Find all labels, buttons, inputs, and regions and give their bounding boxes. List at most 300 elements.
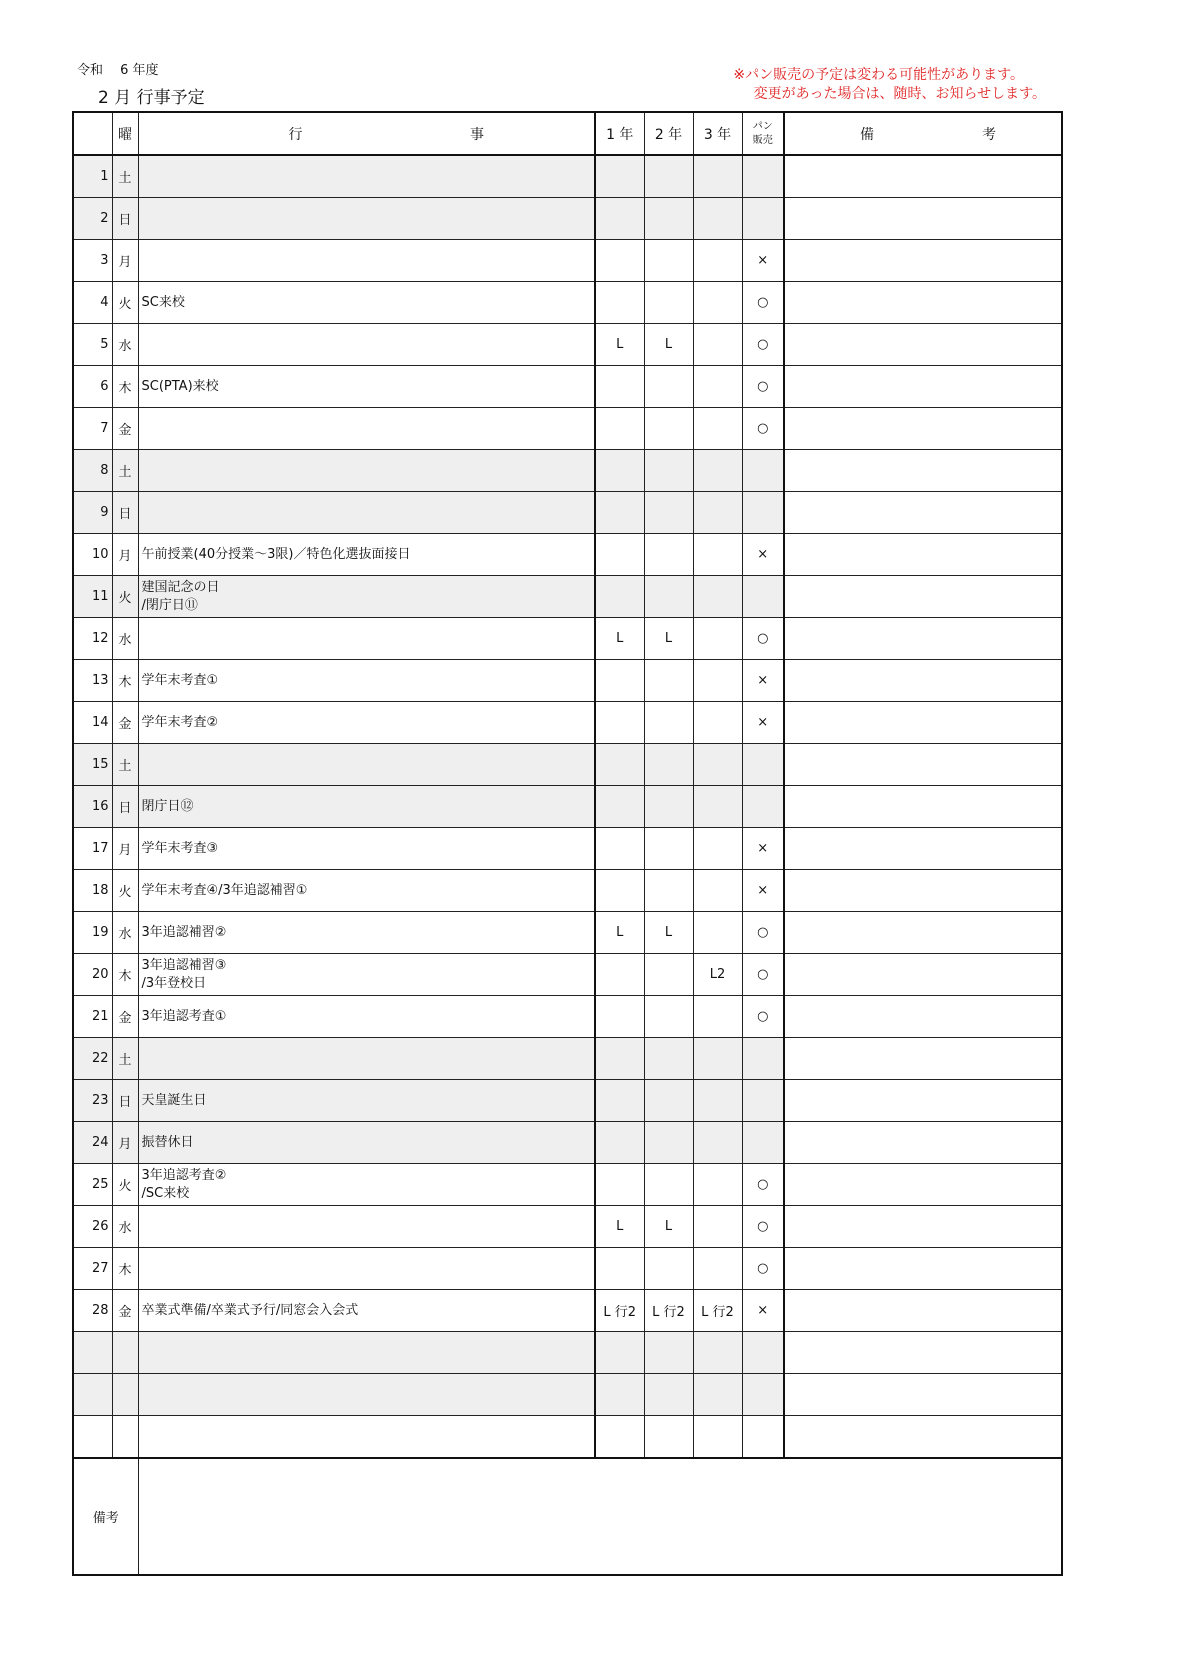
table-row — [73, 408, 1062, 450]
event-line-2: /SC来校 — [141, 1185, 190, 1201]
remarks-row — [73, 1458, 1062, 1575]
table-row — [73, 1248, 1062, 1290]
notes-cell — [784, 912, 1062, 954]
grade-3-cell — [693, 1038, 742, 1080]
day-cell: 26 — [73, 1206, 112, 1248]
table-row — [73, 198, 1062, 240]
grade-3-cell — [693, 324, 742, 366]
table-row — [73, 660, 1062, 702]
event-cell — [138, 1332, 595, 1374]
header-grade-3: 3 年 — [693, 112, 742, 155]
schedule-body — [73, 155, 1062, 1458]
weekday-cell: 日 — [112, 492, 138, 534]
table-row — [73, 912, 1062, 954]
grade-1-cell — [595, 450, 644, 492]
grade-3-cell — [693, 408, 742, 450]
grade-1-cell — [595, 240, 644, 282]
grade-2-cell — [644, 744, 693, 786]
table-row — [73, 324, 1062, 366]
day-cell: 5 — [73, 324, 112, 366]
grade-3-cell — [693, 1416, 742, 1459]
table-row — [73, 1122, 1062, 1164]
grade-2-cell — [644, 1122, 693, 1164]
header-bread-a: パン — [752, 120, 773, 132]
event-cell — [138, 1206, 595, 1248]
grade-2-cell: L — [644, 618, 693, 660]
table-row — [73, 1038, 1062, 1080]
event-cell — [138, 1416, 595, 1459]
grade-3-cell — [693, 282, 742, 324]
table-row — [73, 996, 1062, 1038]
grade-2-cell: L 行2 — [644, 1290, 693, 1332]
grade-1-cell — [595, 1080, 644, 1122]
event-cell — [138, 198, 595, 240]
grade-1-cell — [595, 660, 644, 702]
grade-3-cell — [693, 576, 742, 618]
weekday-cell: 日 — [112, 198, 138, 240]
day-cell: 11 — [73, 576, 112, 618]
grade-1-cell — [595, 366, 644, 408]
grade-1-cell — [595, 576, 644, 618]
bread-sale-cell: ○ — [742, 366, 784, 408]
event-cell — [138, 534, 595, 576]
grade-3-cell — [693, 1080, 742, 1122]
grade-2-cell: L — [644, 912, 693, 954]
notes-cell — [784, 324, 1062, 366]
table-row — [73, 786, 1062, 828]
bread-sale-cell: × — [742, 660, 784, 702]
event-line-1: 建国記念の日 — [141, 579, 220, 595]
grade-2-cell — [644, 786, 693, 828]
grade-1-cell — [595, 1038, 644, 1080]
grade-2-cell — [644, 1080, 693, 1122]
grade-2-cell — [644, 1164, 693, 1206]
day-cell — [73, 1332, 112, 1374]
bread-sale-cell — [742, 1122, 784, 1164]
grade-2-cell: L — [644, 1206, 693, 1248]
table-row — [73, 1416, 1062, 1459]
grade-3-cell — [693, 618, 742, 660]
grade-1-cell — [595, 786, 644, 828]
weekday-cell — [112, 1374, 138, 1416]
weekday-cell: 土 — [112, 744, 138, 786]
grade-3-cell — [693, 744, 742, 786]
fiscal-year-label: 令和 6 年度 — [77, 63, 159, 78]
table-row — [73, 366, 1062, 408]
event-cell — [138, 1080, 595, 1122]
table-row — [73, 618, 1062, 660]
day-cell: 1 — [73, 155, 112, 198]
day-cell: 25 — [73, 1164, 112, 1206]
grade-2-cell — [644, 492, 693, 534]
notes-cell — [784, 954, 1062, 996]
grade-1-cell: L — [595, 324, 644, 366]
grade-2-cell — [644, 660, 693, 702]
grade-1-cell — [595, 492, 644, 534]
event-line-1: 天皇誕生日 — [141, 1092, 207, 1108]
event-line-1: 学年末考査② — [141, 714, 219, 730]
day-cell: 10 — [73, 534, 112, 576]
grade-2-cell — [644, 1332, 693, 1374]
notes-cell — [784, 1248, 1062, 1290]
day-cell — [73, 1374, 112, 1416]
notes-cell — [784, 828, 1062, 870]
notes-cell — [784, 366, 1062, 408]
day-cell: 27 — [73, 1248, 112, 1290]
weekday-cell — [112, 1332, 138, 1374]
grade-3-cell — [693, 240, 742, 282]
event-line-1: 3年追認考査① — [141, 1008, 227, 1024]
event-line-1: SC(PTA)来校 — [141, 378, 219, 394]
grade-1-cell — [595, 996, 644, 1038]
bread-sale-cell: × — [742, 828, 784, 870]
bread-sale-cell: × — [742, 534, 784, 576]
table-row — [73, 954, 1062, 996]
event-cell — [138, 492, 595, 534]
notes-cell — [784, 1122, 1062, 1164]
event-cell — [138, 786, 595, 828]
bread-sale-cell — [742, 198, 784, 240]
bread-sale-cell — [742, 450, 784, 492]
event-line-1: SC来校 — [141, 294, 185, 310]
grade-3-cell — [693, 1164, 742, 1206]
grade-1-cell — [595, 744, 644, 786]
table-row — [73, 828, 1062, 870]
grade-2-cell — [644, 282, 693, 324]
grade-1-cell — [595, 1164, 644, 1206]
bread-sale-cell — [742, 492, 784, 534]
notes-cell — [784, 576, 1062, 618]
weekday-cell: 日 — [112, 1080, 138, 1122]
event-cell — [138, 366, 595, 408]
event-cell — [138, 282, 595, 324]
grade-1-cell — [595, 282, 644, 324]
table-row — [73, 240, 1062, 282]
weekday-cell: 木 — [112, 366, 138, 408]
table-row — [73, 155, 1062, 198]
day-cell: 2 — [73, 198, 112, 240]
header-notes-a: 備 — [860, 126, 874, 143]
table-row — [73, 1374, 1062, 1416]
weekday-cell: 金 — [112, 996, 138, 1038]
header-event — [138, 112, 595, 155]
bread-sale-cell: ○ — [742, 324, 784, 366]
day-cell: 7 — [73, 408, 112, 450]
grade-1-cell — [595, 1374, 644, 1416]
bread-sale-cell: ○ — [742, 618, 784, 660]
bread-sale-cell: ○ — [742, 408, 784, 450]
table-header-row — [73, 112, 1062, 155]
weekday-cell: 木 — [112, 954, 138, 996]
schedule-table — [72, 111, 1063, 1576]
bread-sale-cell — [742, 1080, 784, 1122]
weekday-cell: 水 — [112, 1206, 138, 1248]
bread-sale-cell: ○ — [742, 1206, 784, 1248]
table-row — [73, 702, 1062, 744]
grade-1-cell: L 行2 — [595, 1290, 644, 1332]
day-cell: 23 — [73, 1080, 112, 1122]
notes-cell — [784, 534, 1062, 576]
bread-sale-cell: ○ — [742, 912, 784, 954]
grade-3-cell — [693, 996, 742, 1038]
grade-1-cell — [595, 870, 644, 912]
table-row — [73, 1332, 1062, 1374]
day-cell: 16 — [73, 786, 112, 828]
grade-1-cell — [595, 198, 644, 240]
grade-3-cell: L2 — [693, 954, 742, 996]
event-cell — [138, 408, 595, 450]
bread-sale-cell: ○ — [742, 1248, 784, 1290]
bread-sale-cell: × — [742, 240, 784, 282]
event-cell — [138, 1374, 595, 1416]
event-cell — [138, 1290, 595, 1332]
grade-3-cell — [693, 492, 742, 534]
grade-1-cell — [595, 534, 644, 576]
grade-3-cell — [693, 702, 742, 744]
day-cell: 17 — [73, 828, 112, 870]
bread-sale-cell — [742, 786, 784, 828]
day-cell: 6 — [73, 366, 112, 408]
grade-2-cell — [644, 366, 693, 408]
day-cell: 13 — [73, 660, 112, 702]
grade-3-cell — [693, 1122, 742, 1164]
weekday-cell: 土 — [112, 155, 138, 198]
notes-cell — [784, 660, 1062, 702]
bread-sale-cell: × — [742, 1290, 784, 1332]
notes-cell — [784, 996, 1062, 1038]
table-row — [73, 744, 1062, 786]
weekday-cell: 日 — [112, 786, 138, 828]
grade-1-cell — [595, 1332, 644, 1374]
notes-cell — [784, 282, 1062, 324]
grade-3-cell — [693, 912, 742, 954]
grade-1-cell — [595, 408, 644, 450]
weekday-cell: 火 — [112, 870, 138, 912]
grade-1-cell — [595, 1122, 644, 1164]
day-cell: 24 — [73, 1122, 112, 1164]
weekday-cell: 火 — [112, 576, 138, 618]
grade-2-cell — [644, 870, 693, 912]
remarks-label: 備考 — [73, 1458, 138, 1575]
notes-cell — [784, 492, 1062, 534]
grade-2-cell — [644, 240, 693, 282]
header-notes — [784, 112, 1062, 155]
event-cell — [138, 155, 595, 198]
weekday-cell: 金 — [112, 702, 138, 744]
grade-1-cell — [595, 702, 644, 744]
weekday-cell: 水 — [112, 618, 138, 660]
event-line-1: 学年末考査③ — [141, 840, 219, 856]
header-bread-b: 販売 — [752, 134, 773, 146]
event-line-1: 午前授業(40分授業～3限)／特色化選抜面接日 — [141, 546, 411, 562]
grade-2-cell — [644, 534, 693, 576]
grade-1-cell — [595, 828, 644, 870]
event-line-1: 学年末考査④/3年追認補習① — [141, 882, 308, 898]
notes-cell — [784, 1374, 1062, 1416]
weekday-cell — [112, 1416, 138, 1459]
bread-sale-cell — [742, 1374, 784, 1416]
event-line-1: 卒業式準備/卒業式予行/同窓会入会式 — [141, 1302, 359, 1318]
day-cell: 8 — [73, 450, 112, 492]
day-cell — [73, 1416, 112, 1459]
grade-2-cell — [644, 828, 693, 870]
weekday-cell: 金 — [112, 1290, 138, 1332]
weekday-cell: 水 — [112, 324, 138, 366]
header-day — [73, 112, 112, 155]
notes-cell — [784, 1416, 1062, 1459]
day-cell: 18 — [73, 870, 112, 912]
table-row — [73, 870, 1062, 912]
table-row — [73, 1164, 1062, 1206]
day-cell: 9 — [73, 492, 112, 534]
notice-line-1: ※パン販売の予定は変わる可能性があります。 — [733, 67, 1024, 83]
notes-cell — [784, 744, 1062, 786]
grade-2-cell — [644, 1416, 693, 1459]
grade-3-cell — [693, 198, 742, 240]
notes-cell — [784, 450, 1062, 492]
grade-2-cell — [644, 1374, 693, 1416]
header-grade-1: 1 年 — [595, 112, 644, 155]
bread-sale-cell: ○ — [742, 282, 784, 324]
day-cell: 22 — [73, 1038, 112, 1080]
bread-sale-cell: × — [742, 702, 784, 744]
notes-cell — [784, 198, 1062, 240]
grade-3-cell — [693, 366, 742, 408]
bread-sale-cell: ○ — [742, 1164, 784, 1206]
event-line-1: 3年追認補習③ — [141, 957, 227, 973]
notes-cell — [784, 618, 1062, 660]
bread-sale-cell: ○ — [742, 996, 784, 1038]
table-row — [73, 450, 1062, 492]
grade-3-cell — [693, 660, 742, 702]
grade-3-cell — [693, 534, 742, 576]
grade-3-cell — [693, 828, 742, 870]
event-line-1: 学年末考査① — [141, 672, 219, 688]
day-cell: 4 — [73, 282, 112, 324]
grade-3-cell: L 行2 — [693, 1290, 742, 1332]
weekday-cell: 水 — [112, 912, 138, 954]
notes-cell — [784, 155, 1062, 198]
grade-3-cell — [693, 1248, 742, 1290]
bread-sale-cell — [742, 744, 784, 786]
bread-sale-cell — [742, 576, 784, 618]
table-row — [73, 1290, 1062, 1332]
grade-1-cell: L — [595, 912, 644, 954]
weekday-cell: 土 — [112, 450, 138, 492]
grade-1-cell: L — [595, 618, 644, 660]
event-line-2: /3年登校日 — [141, 975, 207, 991]
event-cell — [138, 828, 595, 870]
grade-3-cell — [693, 1374, 742, 1416]
grade-2-cell — [644, 198, 693, 240]
notes-cell — [784, 1038, 1062, 1080]
notes-cell — [784, 1080, 1062, 1122]
weekday-cell: 火 — [112, 282, 138, 324]
grade-3-cell — [693, 450, 742, 492]
notes-cell — [784, 1164, 1062, 1206]
day-cell: 15 — [73, 744, 112, 786]
notice-line-2: 変更があった場合は、随時、お知らせします。 — [753, 86, 1046, 102]
event-cell — [138, 870, 595, 912]
weekday-cell: 月 — [112, 240, 138, 282]
event-cell — [138, 954, 595, 996]
grade-3-cell — [693, 870, 742, 912]
bread-sale-cell — [742, 1332, 784, 1374]
grade-2-cell — [644, 1038, 693, 1080]
grade-2-cell — [644, 954, 693, 996]
day-cell: 14 — [73, 702, 112, 744]
weekday-cell: 金 — [112, 408, 138, 450]
notes-cell — [784, 240, 1062, 282]
grade-2-cell — [644, 702, 693, 744]
weekday-cell: 月 — [112, 534, 138, 576]
event-cell — [138, 1164, 595, 1206]
header-event-a: 行 — [288, 126, 303, 143]
notes-cell — [784, 870, 1062, 912]
notes-cell — [784, 1290, 1062, 1332]
table-row — [73, 1206, 1062, 1248]
day-cell: 3 — [73, 240, 112, 282]
day-cell: 12 — [73, 618, 112, 660]
grade-1-cell — [595, 1416, 644, 1459]
header-event-b: 事 — [470, 126, 484, 143]
weekday-cell: 火 — [112, 1164, 138, 1206]
weekday-cell: 木 — [112, 1248, 138, 1290]
table-row — [73, 282, 1062, 324]
grade-1-cell — [595, 954, 644, 996]
day-cell: 28 — [73, 1290, 112, 1332]
weekday-cell: 土 — [112, 1038, 138, 1080]
notes-cell — [784, 1206, 1062, 1248]
table-row — [73, 492, 1062, 534]
event-cell — [138, 744, 595, 786]
bread-sale-cell: ○ — [742, 954, 784, 996]
event-line-1: 閉庁日⑫ — [141, 798, 194, 814]
grade-2-cell — [644, 996, 693, 1038]
day-cell: 21 — [73, 996, 112, 1038]
bread-sale-cell: × — [742, 870, 784, 912]
grade-2-cell — [644, 408, 693, 450]
event-cell — [138, 1248, 595, 1290]
event-cell — [138, 618, 595, 660]
table-row — [73, 1080, 1062, 1122]
event-line-1: 振替休日 — [141, 1134, 194, 1150]
event-cell — [138, 702, 595, 744]
grade-1-cell — [595, 155, 644, 198]
day-cell: 20 — [73, 954, 112, 996]
event-cell — [138, 660, 595, 702]
header-notes-b: 考 — [982, 126, 996, 143]
day-cell: 19 — [73, 912, 112, 954]
grade-2-cell: L — [644, 324, 693, 366]
bread-sale-cell — [742, 1416, 784, 1459]
grade-1-cell: L — [595, 1206, 644, 1248]
bread-sale-notice — [626, 66, 1046, 104]
page-title: 2 月 行事予定 — [98, 88, 205, 108]
event-cell — [138, 1038, 595, 1080]
bread-sale-cell — [742, 155, 784, 198]
notes-cell — [784, 702, 1062, 744]
event-line-1: 3年追認補習② — [141, 924, 227, 940]
event-cell — [138, 996, 595, 1038]
grade-1-cell — [595, 1248, 644, 1290]
weekday-cell: 月 — [112, 1122, 138, 1164]
grade-2-cell — [644, 155, 693, 198]
table-row — [73, 576, 1062, 618]
notes-cell — [784, 1332, 1062, 1374]
grade-3-cell — [693, 1206, 742, 1248]
event-cell — [138, 912, 595, 954]
